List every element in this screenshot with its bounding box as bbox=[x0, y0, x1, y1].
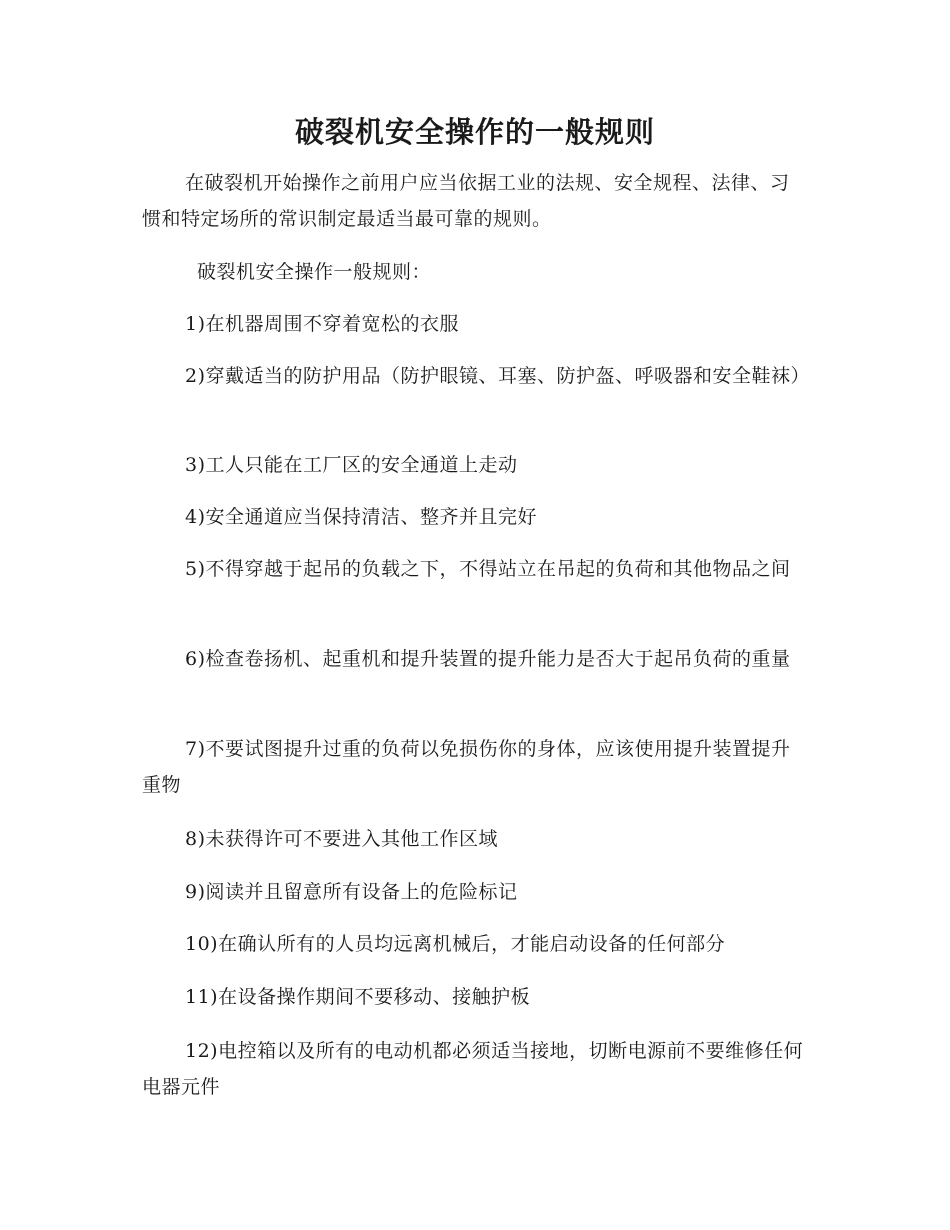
rule-item-3: 3)工人只能在工厂区的安全通道上走动 bbox=[185, 454, 518, 476]
rule-item-1: 1)在机器周围不穿着宽松的衣服 bbox=[185, 313, 460, 335]
intro-paragraph: 在破裂机开始操作之前用户应当依据工业的法规、安全规程、法律、习惯和特定场所的常识制定最适当最可靠的规则。 bbox=[142, 172, 790, 230]
rule-item-5: 5)不得穿越于起吊的负载之下，不得站立在吊起的负荷和其他物品之间 bbox=[185, 558, 791, 580]
rule-item-12: 12)电控箱以及所有的电动机都必须适当接地，切断电源前不要维修任何电器元件 bbox=[142, 1040, 804, 1098]
rule-item-4: 4)安全通道应当保持清洁、整齐并且完好 bbox=[185, 506, 538, 528]
page-title: 破裂机安全操作的一般规则 bbox=[294, 115, 655, 149]
rule-item-9: 9)阅读并且留意所有设备上的危险标记 bbox=[185, 881, 518, 903]
rule-item-6: 6)检查卷扬机、起重机和提升装置的提升能力是否大于起吊负荷的重量 bbox=[185, 648, 791, 670]
rule-item-11: 11)在设备操作期间不要移动、接触护板 bbox=[185, 986, 531, 1008]
rule-item-8: 8)未获得许可不要进入其他工作区域 bbox=[185, 828, 499, 850]
rules-heading: 破裂机安全操作一般规则： bbox=[197, 261, 432, 283]
rule-item-7: 7)不要试图提升过重的负荷以免损伤你的身体，应该使用提升装置提升重物 bbox=[142, 738, 791, 796]
rule-item-2: 2)穿戴适当的防护用品（防护眼镜、耳塞、防护盔、呼吸器和安全鞋袜） bbox=[185, 365, 811, 387]
rule-item-10: 10)在确认所有的人员均远离机械后，才能启动设备的任何部分 bbox=[185, 933, 726, 955]
